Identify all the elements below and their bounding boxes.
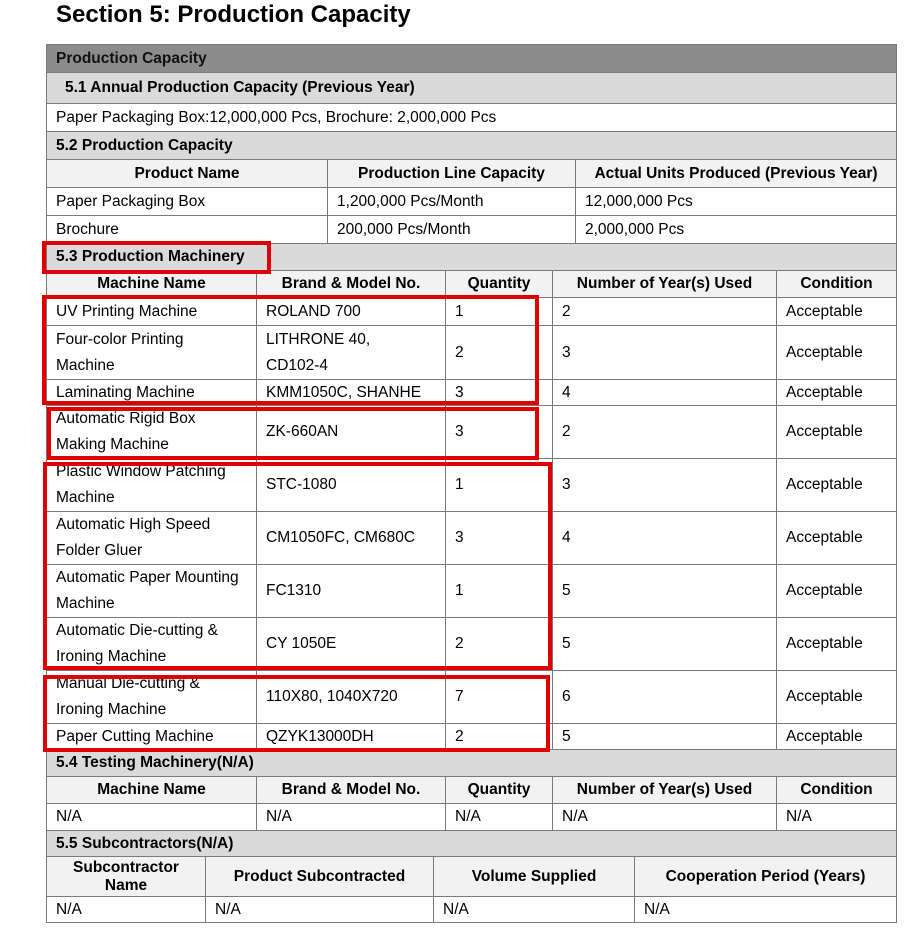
cell-text: Acceptable (786, 423, 863, 440)
table-cell (257, 406, 446, 459)
column-header (328, 160, 576, 188)
column-header (434, 857, 635, 897)
cell-text: Actual Units Produced (Previous Year) (594, 164, 878, 182)
table-cell (553, 459, 777, 512)
machine-name-cell (46, 380, 257, 406)
table-cell (553, 804, 777, 831)
table-cell (553, 724, 777, 750)
cell-text: Number of Year(s) Used (576, 781, 753, 798)
table-cell (777, 380, 897, 406)
cell-text: Acceptable (786, 302, 863, 320)
cell-text: Acceptable (786, 727, 863, 745)
cell-text: N/A (786, 808, 812, 825)
table-cell (257, 618, 446, 671)
cell-text: 6 (562, 688, 571, 705)
cell-text: Condition (800, 781, 873, 798)
table-cell (446, 724, 553, 750)
cell-text: Acceptable (786, 383, 863, 401)
cell-text: CY 1050E (266, 635, 337, 652)
cell-text: Automatic Die-cutting & (56, 622, 218, 639)
machine-name-cell (46, 326, 257, 380)
cell-text: N/A (56, 808, 82, 825)
cell-text: 1,200,000 Pcs/Month (337, 192, 484, 210)
cell-text: QZYK13000DH (266, 727, 374, 745)
table-cell (257, 512, 446, 565)
cell-text: Automatic Rigid Box (56, 410, 196, 427)
cell-text: Laminating Machine (56, 383, 195, 401)
table-cell (46, 897, 206, 923)
table-cell (446, 326, 553, 380)
machine-name-cell (46, 406, 257, 459)
table-cell (553, 406, 777, 459)
cell-text: 3 (562, 476, 571, 493)
cell-text: 2 (455, 343, 464, 361)
cell-text: Automatic High Speed (56, 516, 211, 533)
machine-name-cell (46, 298, 257, 326)
cell-text: 110X80, 1040X720 (266, 688, 398, 705)
cell-text: Ironing Machine (56, 648, 167, 665)
table-cell (46, 216, 328, 244)
cell-text: N/A (266, 808, 292, 825)
section-5-1-text (46, 104, 897, 132)
machine-name-cell (46, 512, 257, 565)
cell-text: Four-color Printing (56, 330, 184, 348)
cell-text: N/A (562, 808, 588, 825)
table-cell (553, 326, 777, 380)
table-cell (446, 298, 553, 326)
table-cell (257, 459, 446, 512)
cell-text: Volume Supplied (471, 867, 597, 885)
cell-text: 7 (455, 688, 464, 705)
cell-text: LITHRONE 40, (266, 330, 371, 348)
section-5-3-heading (46, 244, 897, 271)
cell-text: Acceptable (786, 529, 863, 546)
cell-text: N/A (56, 900, 82, 918)
table-cell (553, 618, 777, 671)
cell-text: 4 (562, 529, 571, 546)
table-cell (46, 804, 257, 831)
cell-text: Brochure (56, 220, 119, 238)
cell-text: Acceptable (786, 688, 863, 705)
column-header (257, 777, 446, 804)
cell-text: 5.5 Subcontractors(N/A) (56, 834, 234, 852)
table-cell (777, 298, 897, 326)
table-cell (446, 380, 553, 406)
table-cell (553, 380, 777, 406)
table-cell (553, 298, 777, 326)
cell-text: 3 (455, 529, 464, 546)
cell-text: Acceptable (786, 343, 863, 361)
cell-text: CM1050FC, CM680C (266, 529, 416, 546)
cell-text: 4 (562, 383, 571, 401)
machine-name-cell (46, 565, 257, 618)
table-cell (576, 216, 897, 244)
cell-text: Product Subcontracted (233, 867, 406, 885)
table-cell (777, 459, 897, 512)
table-cell (777, 804, 897, 831)
cell-text: Automatic Paper Mounting (56, 569, 239, 586)
cell-text: Ironing Machine (56, 701, 167, 718)
cell-text: Production Capacity (56, 49, 207, 67)
cell-text: Cooperation Period (Years) (665, 867, 866, 885)
table-cell (257, 380, 446, 406)
cell-text: 2 (562, 423, 571, 440)
section-5-4-heading (46, 750, 897, 777)
cell-text: N/A (215, 900, 241, 918)
cell-text: 2,000,000 Pcs (585, 220, 685, 238)
cell-text: 1 (455, 476, 464, 493)
cell-text: KMM1050C, SHANHE (266, 383, 422, 401)
cell-text: Acceptable (786, 582, 863, 599)
table-title (46, 45, 897, 73)
cell-text: Brand & Model No. (281, 275, 421, 292)
cell-text: 2 (455, 635, 464, 652)
cell-text: 3 (562, 343, 571, 361)
cell-text: FC1310 (266, 582, 322, 599)
column-header (777, 271, 897, 298)
cell-text: Condition (800, 275, 873, 292)
cell-text: Paper Packaging Box (56, 192, 206, 210)
cell-text: STC-1080 (266, 476, 337, 493)
table-cell (553, 512, 777, 565)
table-cell (446, 406, 553, 459)
table-cell (777, 326, 897, 380)
cell-text: Machine (56, 356, 115, 374)
cell-text: N/A (644, 900, 670, 918)
column-header (576, 160, 897, 188)
cell-text: Production Line Capacity (358, 164, 545, 182)
cell-text: N/A (443, 900, 469, 918)
cell-text: 5.4 Testing Machinery(N/A) (56, 754, 254, 771)
cell-text: Brand & Model No. (281, 781, 421, 798)
column-header (553, 271, 777, 298)
cell-text: ZK-660AN (266, 423, 339, 440)
cell-text: Subcontractor (73, 858, 179, 876)
column-header (46, 160, 328, 188)
column-header (46, 271, 257, 298)
cell-text: Making Machine (56, 436, 169, 453)
cell-text: Acceptable (786, 476, 863, 493)
cell-text: Plastic Window Patching (56, 463, 226, 480)
section-5-5-heading (46, 831, 897, 857)
cell-text: Number of Year(s) Used (576, 275, 753, 292)
table-cell (257, 565, 446, 618)
cell-text: 5 (562, 582, 571, 599)
cell-text: Paper Cutting Machine (56, 727, 214, 745)
cell-text: Machine Name (97, 275, 206, 292)
machine-name-cell (46, 671, 257, 724)
cell-text: 1 (455, 302, 464, 320)
column-header (46, 777, 257, 804)
table-cell (777, 565, 897, 618)
table-cell (446, 671, 553, 724)
cell-text: 3 (455, 383, 464, 401)
cell-text: 5 (562, 727, 571, 745)
table-cell (446, 512, 553, 565)
column-header (553, 777, 777, 804)
table-cell (777, 724, 897, 750)
machine-name-cell (46, 618, 257, 671)
table-cell (553, 671, 777, 724)
machine-name-cell (46, 459, 257, 512)
column-header (257, 271, 446, 298)
table-cell (446, 804, 553, 831)
column-header (446, 777, 553, 804)
cell-text: 1 (455, 582, 464, 599)
cell-text: Quantity (467, 275, 531, 292)
cell-text: 3 (455, 423, 464, 440)
table-cell (434, 897, 635, 923)
page-title: Section 5: Production Capacity (56, 1, 411, 28)
table-cell (446, 618, 553, 671)
section-5-1-heading (46, 73, 897, 104)
cell-text: Acceptable (786, 635, 863, 652)
table-cell (206, 897, 434, 923)
cell-text: 5.3 Production Machinery (56, 248, 245, 265)
table-cell (553, 565, 777, 618)
table-cell (446, 459, 553, 512)
machine-name-cell (46, 724, 257, 750)
cell-text: Folder Gluer (56, 542, 143, 559)
cell-text: CD102-4 (266, 356, 329, 374)
column-header (46, 857, 206, 897)
table-cell (257, 724, 446, 750)
table-cell (328, 216, 576, 244)
table-cell (446, 565, 553, 618)
table-cell (328, 188, 576, 216)
section-5-2-heading (46, 132, 897, 160)
table-cell (777, 618, 897, 671)
table-cell (257, 298, 446, 326)
cell-text: Manual Die-cutting & (56, 675, 200, 692)
cell-text: Paper Packaging Box:12,000,000 Pcs, Brochure: 2,000,000 Pcs (56, 108, 497, 126)
table-cell (46, 188, 328, 216)
cell-text: 2 (562, 302, 571, 320)
table-cell (257, 326, 446, 380)
cell-text: 200,000 Pcs/Month (337, 220, 471, 238)
column-header (446, 271, 553, 298)
cell-text: Machine (56, 595, 115, 612)
cell-text: 12,000,000 Pcs (585, 192, 693, 210)
table-cell (635, 897, 897, 923)
table-cell (257, 804, 446, 831)
column-header (777, 777, 897, 804)
cell-text: 5 (562, 635, 571, 652)
table-cell (777, 512, 897, 565)
table-cell (777, 406, 897, 459)
cell-text: UV Printing Machine (56, 302, 198, 320)
cell-text: Quantity (467, 781, 531, 798)
column-header (635, 857, 897, 897)
cell-text: Product Name (134, 164, 240, 182)
table-cell (257, 671, 446, 724)
column-header (206, 857, 434, 897)
cell-text: 5.1 Annual Production Capacity (Previous Year) (65, 79, 415, 96)
cell-text: ROLAND 700 (266, 302, 361, 320)
cell-text: N/A (455, 808, 481, 825)
table-cell (576, 188, 897, 216)
cell-text: Machine (56, 489, 115, 506)
cell-text: 2 (455, 727, 464, 745)
cell-text: 5.2 Production Capacity (56, 136, 233, 154)
table-cell (777, 671, 897, 724)
cell-text: Name (104, 876, 148, 894)
cell-text: Machine Name (97, 781, 206, 798)
